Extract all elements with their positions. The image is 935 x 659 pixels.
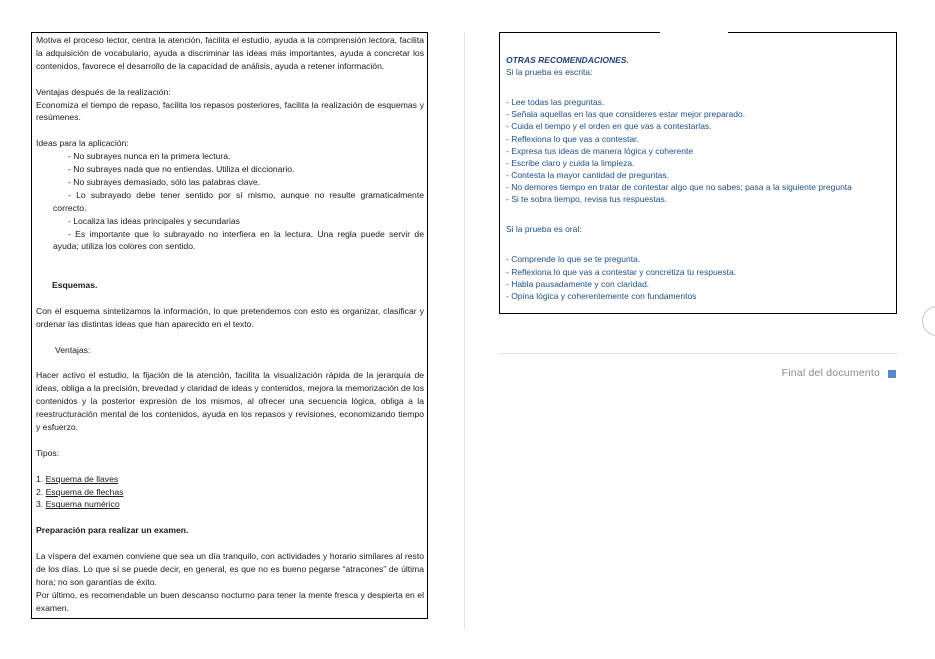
idea-item: - Lo subrayado debe tener sentido por sí mismo, aunque no resulte gramaticalmente <box>68 189 424 200</box>
tipo-number: 2. <box>36 486 44 497</box>
examen-paragraph-1: La víspera del examen conviene que sea un día tranquilo, con actividades y horario similares al resto de los días. Lo que sí se puede decir, en general, es que no es bueno pegarse “atracones” de última hora; no son garantías de éxito. <box>36 551 424 587</box>
esquemas-title: Esquemas. <box>52 280 98 291</box>
ideas-title: Ideas para la aplicación: <box>36 138 129 149</box>
left-page-content <box>31 32 428 619</box>
oral-item: - Opina lógica y coherentemente con fundamentos <box>506 290 697 301</box>
idea-item: - No subrayes nada que no entiendas. Utiliza el diccionario. <box>68 164 295 175</box>
examen-paragraph-2: Por último, es recomendable un buen descanso nocturno para tener la mente fresca y despierta en el examen. <box>36 589 424 613</box>
oral-item: - Reflexiona lo que vas a contestar y concretiza tu respuesta. <box>506 266 737 277</box>
link-esquema-numerico[interactable]: Esquema numérico <box>45 499 120 510</box>
link-esquema-llaves[interactable]: Esquema de llaves <box>45 473 119 484</box>
oral-item: - Comprende lo que se te pregunta. <box>506 254 641 265</box>
intro-paragraph: Motiva el proceso lector, centra la atención, facilita el estudio, ayuda a la comprensión lectora, facilita la adquisición de vocabulario, ayuda a discriminar las ideas más importantes, ayuda a concretar los contenidos, favorece el desarrollo de la capacidad de análisis, ayuda a retener información. <box>36 35 424 71</box>
examen-title: Preparación para realizar un examen. <box>36 525 189 536</box>
escrita-item: - Escribe claro y cuida la limpieza. <box>506 157 635 168</box>
link-esquema-flechas[interactable]: Esquema de flechas <box>45 486 124 497</box>
tipo-item <box>36 498 424 511</box>
page-divider <box>464 32 465 629</box>
tipo-item <box>36 473 424 486</box>
oral-intro: Si la prueba es oral: <box>506 224 582 235</box>
box-border-gap <box>660 30 728 34</box>
escrita-item: - Cuida el tiempo y el orden en que vas a contestarlas. <box>506 121 712 132</box>
escrita-item: - Señala aquellas en las que consideres estar mejor preparado. <box>506 109 746 120</box>
idea-item: ayuda; utiliza los colores con sentido. <box>53 241 196 252</box>
end-of-document-rule <box>499 353 898 354</box>
escrita-item: - No demores tiempo en tratar de contestar algo que no sabes; pasa a la siguiente pregunta <box>506 181 852 192</box>
ventajas-title: Ventajas: <box>55 344 91 355</box>
idea-item: correcto. <box>53 202 87 213</box>
ventajas-text: Hacer activo el estudio, la fijación de la atención, facilita la visualización rápida de la jerarquía de ideas, obliga a la precisión, brevedad y claridad de ideas y contenidos, mejora la memorización de los contenidos y la posterior expresión de los mismos, al ofrecer una secuencia lógica, obliga a la reestructuración mental de los contenidos, ayuda en los repasos y revisiones, economizando tiempo y esfuerzo. <box>36 370 424 433</box>
escrita-intro: Si la prueba es escrita: <box>506 67 593 78</box>
escrita-item: - Contesta la mayor cantidad de preguntas. <box>506 169 670 180</box>
tipo-item <box>36 486 424 499</box>
esquemas-text: Con el esquema sintetizamos la información, lo que pretendemos con esto es organizar, clasificar y ordenar las distintas ideas que han aparecido en el texto. <box>36 305 424 329</box>
idea-item: - Es importante que lo subrayado no interfiera en la lectura. Una regla puede servir de <box>68 228 424 239</box>
escrita-item: - Expresa tus ideas de manera lógica y coherente <box>506 145 694 156</box>
tipo-number: 3. <box>36 499 44 510</box>
oral-item: - Habla pausadamente y con claridad. <box>506 278 650 289</box>
recommendations-box <box>499 32 897 314</box>
ventajas-despues-text: Economiza el tiempo de repaso, facilita los repasos posteriores, facilita la realización de esquemas y resúmenes. <box>36 99 424 123</box>
end-of-document-marker-icon <box>888 370 896 378</box>
escrita-item: - Lee todas las preguntas. <box>506 97 605 108</box>
idea-item: - No subrayes nunca en la primera lectura. <box>68 151 231 162</box>
scroll-handle[interactable] <box>922 306 935 336</box>
end-of-document-label: Final del documento <box>781 367 880 379</box>
idea-item: - Localiza las ideas principales y secundarias <box>68 215 240 226</box>
idea-item: - No subrayes demasiado, sólo las palabras clave. <box>68 176 261 187</box>
recommendations-title: OTRAS RECOMENDACIONES. <box>506 55 629 65</box>
escrita-item: - Reflexiona lo que vas a contestar. <box>506 133 639 144</box>
escrita-item: - Si te sobra tiempo, revisa tus respuestas. <box>506 194 668 205</box>
tipos-title: Tipos: <box>36 447 60 458</box>
tipo-number: 1. <box>36 473 44 484</box>
ventajas-despues-title: Ventajas después de la realización: <box>36 86 171 97</box>
